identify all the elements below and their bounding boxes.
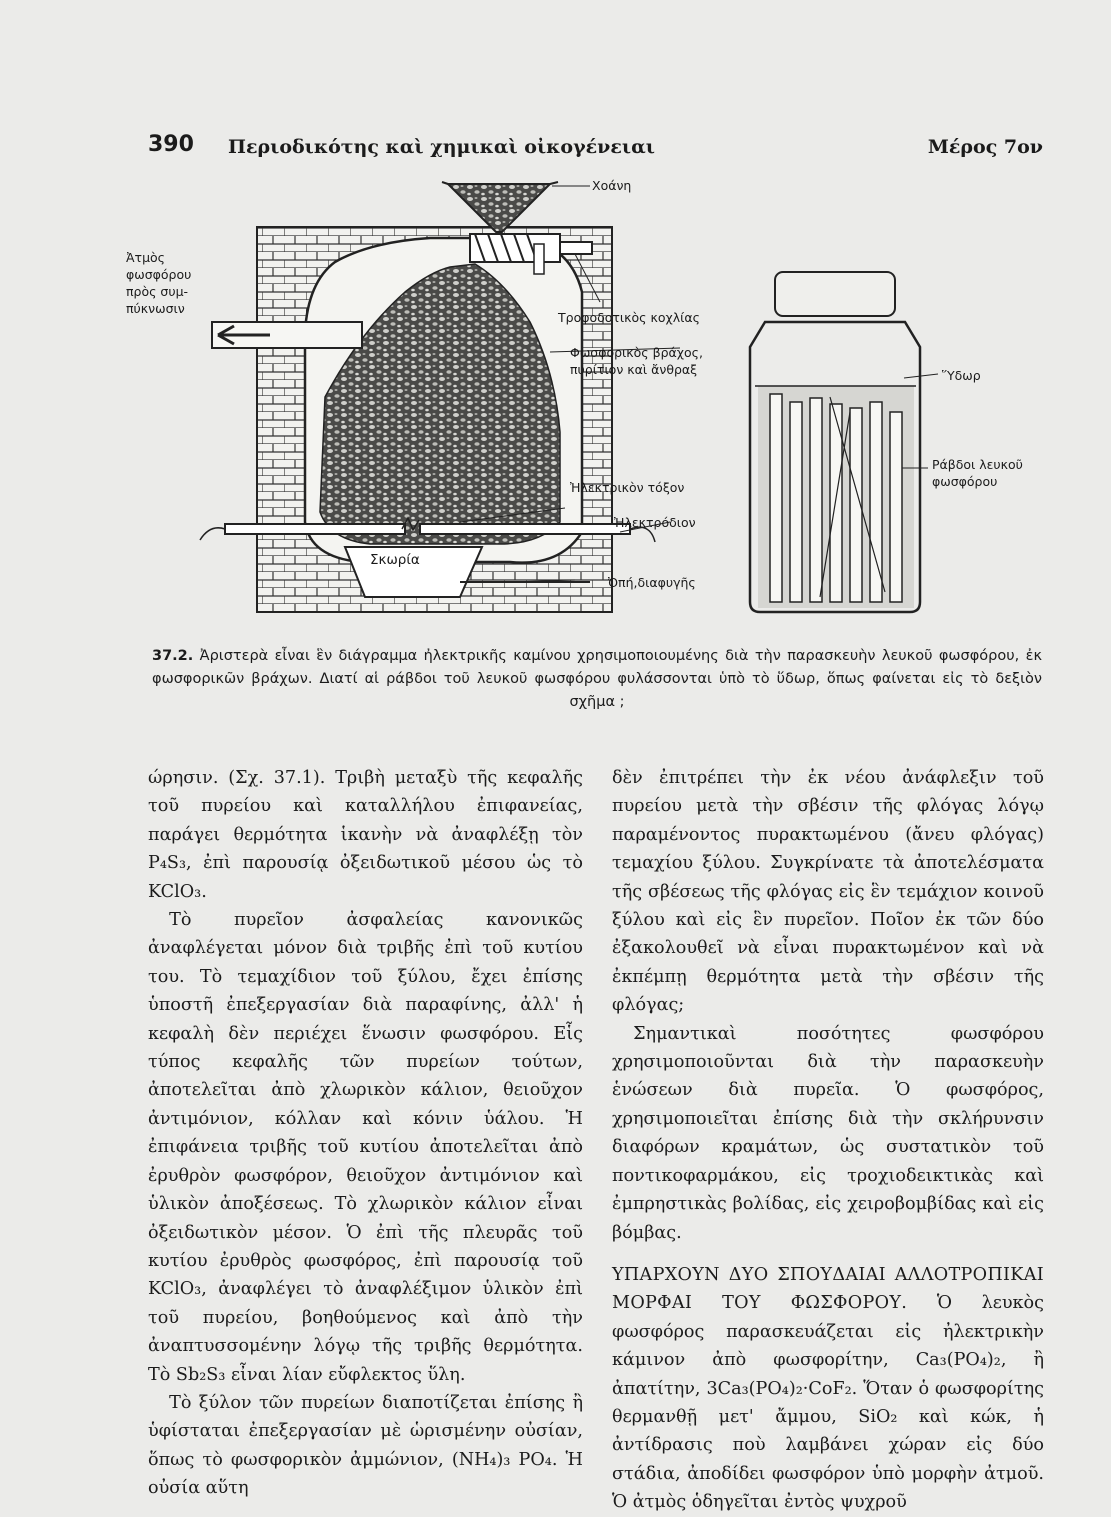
furnace — [200, 182, 680, 612]
section-heading: ΥΠΑΡΧΟΥΝ ΔΥΟ ΣΠΟΥΔΑΙΑΙ ΑΛΛΟΤΡΟΠΙΚΑΙ ΜΟΡΦΑΙ ΤΟΥ ΦΩΣΦΟΡΟΥ. — [612, 1264, 1044, 1314]
label-electrode: Ἠλεκτρόδιον — [614, 515, 696, 530]
paragraph: ώρησιν. (Σχ. 37.1). Τριβὴ μεταξὺ τῆς κεφαλῆς τοῦ πυρείου καὶ καταλλήλου ἐπιφανείας, παράγει θερμότητα ἱκανὴν νὰ ἀναφλέξῃ τὸν P₄S₃, ἐπὶ παρουσίᾳ ὀξειδωτικοῦ μέσου ὡς τὸ KClO₃. — [148, 768, 583, 902]
section-paragraph — [612, 1261, 1044, 1517]
label-vapor: Ἀτμὸς φωσφόρου πρὸς συμ- πύκνωσιν — [126, 250, 192, 316]
section-text: Ὁ λευκὸς φωσφόρος παρασκευάζεται εἰς ἠλεκτρικὴν κάμινον ἀπὸ φωσφορίτην, Ca₃(PO₄)₂, ἢ ἀπατίτην, 3Ca₃(PO₄)₂·CoF₂. Ὅταν ὁ φωσφορίτης θερμανθῇ μετ' ἄμμου, SiO₂ καὶ κώκ, ἡ ἀντίδρασις ποὺ λαμβάνει χώραν εἰς δύο στάδια, ἀποδίδει φωσφόρον ὑπὸ μορφὴν ἀτμοῦ. Ὁ ἀτμὸς ὁδηγεῖται ἐντὸς ψυχροῦ — [612, 1293, 1044, 1513]
label-electric-arc: Ἠλεκτρικὸν τόξον — [570, 480, 685, 495]
left-column — [148, 764, 583, 1503]
paragraph: Σημαντικαὶ ποσότητες φωσφόρου χρησιμοποιοῦνται διὰ τὴν παρασκευὴν ἑνώσεων διὰ πυρεῖα. Ὁ φωσφόρος, χρησιμοποιεῖται ἐπίσης διὰ τὴν σκλήρυνσιν διαφόρων κραμάτων, ὡς συστατικὸν τοῦ ποντικοφαρμάκου, εἰς τροχιοδεικτικὰς καὶ ἐμπρηστικὰς βολίδας, εἰς χειροβομβίδας καὶ εἰς βόμβας. — [612, 1023, 1044, 1243]
caption-text: Ἀριστερὰ εἶναι ἓν διάγραμμα ἠλεκτρικῆς καμίνου χρησιμοποιουμένης διὰ τὴν παρασκευὴν λευκοῦ φωσφόρου, ἐκ φωσφορικῶν βράχων. Διατί αἱ ράβδοι τοῦ λευκοῦ φωσφόρου φυλάσσονται ὑπὸ τὸ ὕδωρ, ὅπως φαίνεται εἰς τὸ δεξιὸν σχῆμα ; — [152, 648, 1043, 711]
figure-37-2 — [126, 172, 1060, 642]
label-feed-screw: Τροφοδοτικὸς κοχλίας — [558, 310, 700, 325]
label-charge: Φωσφορικὸς βράχος, πυρίτιον καὶ ἄνθραξ — [570, 345, 703, 377]
paragraph: δὲν ἐπιτρέπει τὴν ἐκ νέου ἀνάφλεξιν τοῦ πυρείου μετὰ τὴν σβέσιν τῆς φλόγας λόγῳ παραμένοντος πυρακτωμένου (ἄνευ φλόγας) τεμαχίου ξύλου. Συγκρίνατε τὰ ἀποτελέσματα τῆς σβέσεως τῆς φλόγας εἰς ἓν τεμάχιον κοινοῦ ξύλου καὶ εἰς ἓν πυρεῖον. Ποῖον ἐκ τῶν δύο ἐξακολουθεῖ νὰ εἶναι πυρακτωμένον καὶ νὰ ἐκπέμπῃ θερμότητα μετὰ τὴν σβέσιν τῆς φλόγας; — [612, 768, 1044, 1016]
phosphorus-jar — [750, 272, 938, 612]
part-label: Μέρος 7ον — [927, 136, 1043, 158]
figure-caption — [152, 645, 1042, 715]
right-column — [612, 764, 1044, 1517]
label-water: Ὕδωρ — [942, 368, 981, 383]
label-funnel: Χοάνη — [592, 178, 632, 193]
running-title: Περιοδικότης καὶ χημικαὶ οἰκογένειαι — [228, 136, 655, 158]
furnace-and-jar-diagram — [130, 172, 1060, 642]
paragraph: Τὸ πυρεῖον ἀσφαλείας κανονικῶς ἀναφλέγεται μόνον διὰ τριβῆς ἐπὶ τοῦ κυτίου του. Τὸ τεμαχίδιον τοῦ ξύλου, ἔχει ἐπίσης ὑποστῆ ἐπεξεργασίαν διὰ παραφίνης, ἀλλ' ἡ κεφαλὴ δὲν περιέχει ἕνωσιν φωσφόρου. Εἷς τύπος κεφαλῆς τῶν πυρείων τούτων, ἀποτελεῖται ἀπὸ χλωρικὸν κάλιον, θειοῦχον ἀντιμόνιον, κόλλαν καὶ κόνιν ὑάλου. Ἡ ἐπιφάνεια τριβῆς τοῦ κυτίου ἀποτελεῖται ἀπὸ ἐρυθρὸν φωσφόρον, θειοῦχον ἀντιμόνιον καὶ ὑλικὸν ἀποξέσεως. Τὸ χλωρικὸν κάλιον εἶναι ὀξειδωτικὸν μέσον. Ὁ ἐπὶ τῆς πλευρᾶς τοῦ κυτίου ἐρυθρὸς φωσφόρος, ἐπὶ παρουσίᾳ τοῦ KClO₃, ἀναφλέγει τὸ ἀναφλέξιμον ὑλικὸν ἐπὶ τοῦ πυρείου, βοηθούμενος καὶ ἀπὸ τὴν ἀναπτυσσομένην λόγῳ τῆς τριβῆς θερμότητα. Τὸ Sb₂S₃ εἶναι λίαν εὔφλεκτος ὕλη. — [148, 910, 583, 1385]
page-number: 390 — [148, 132, 194, 157]
label-slag: Σκωρία — [370, 552, 420, 568]
paragraph: Τὸ ξύλον τῶν πυρείων διαποτίζεται ἐπίσης ἢ ὑφίσταται ἐπεξεργασίαν μὲ ὡρισμένην οὐσίαν, ὅπως τὸ φωσφορικὸν ἀμμώνιον, (NH₄)₃ PO₄. Ἡ οὐσία αὕτη — [148, 1392, 583, 1499]
label-phosphorus-rods: Ράβδοι λευκοῦ φωσφόρου — [932, 457, 1023, 489]
label-tap-hole: Ὀπή,διαφυγῆς — [608, 575, 696, 590]
page-header — [148, 132, 1043, 172]
figure-number: 37.2. — [152, 648, 194, 664]
